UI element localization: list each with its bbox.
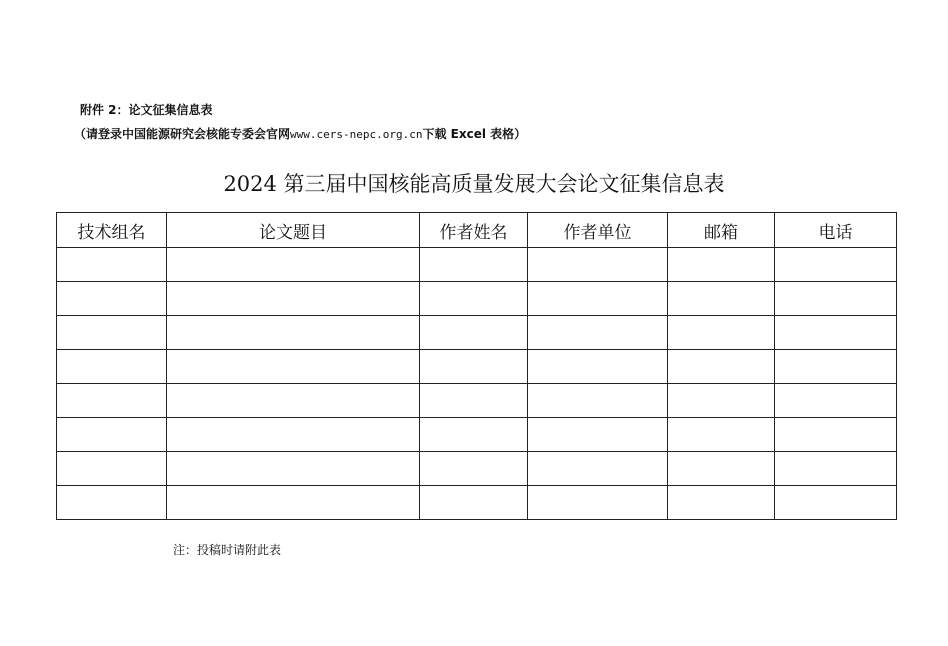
table-row <box>57 282 897 316</box>
cell-tech-group[interactable] <box>57 350 167 384</box>
cell-phone[interactable] <box>775 384 897 418</box>
header-paper-title: 论文题目 <box>167 213 420 248</box>
header-tech-group: 技术组名 <box>57 213 167 248</box>
cell-email[interactable] <box>668 248 775 282</box>
cell-paper-title[interactable] <box>167 418 420 452</box>
cell-tech-group[interactable] <box>57 486 167 520</box>
cell-paper-title[interactable] <box>167 452 420 486</box>
cell-phone[interactable] <box>775 418 897 452</box>
table-row <box>57 350 897 384</box>
table-header-row <box>57 213 897 248</box>
cell-author-name[interactable] <box>420 248 528 282</box>
cell-email[interactable] <box>668 452 775 486</box>
cell-tech-group[interactable] <box>57 282 167 316</box>
cell-phone[interactable] <box>775 316 897 350</box>
cell-phone[interactable] <box>775 350 897 384</box>
header-phone: 电话 <box>775 213 897 248</box>
cell-phone[interactable] <box>775 452 897 486</box>
cell-author-name[interactable] <box>420 316 528 350</box>
cell-author-affiliation[interactable] <box>528 452 668 486</box>
cell-paper-title[interactable] <box>167 248 420 282</box>
cell-tech-group[interactable] <box>57 316 167 350</box>
attachment-label: 附件 2：论文征集信息表 <box>80 103 213 117</box>
cell-author-name[interactable] <box>420 282 528 316</box>
paper-info-table <box>56 212 897 520</box>
download-instruction-prefix: （请登录中国能源研究会核能专委会官网 <box>74 127 291 141</box>
cell-paper-title[interactable] <box>167 282 420 316</box>
cell-tech-group[interactable] <box>57 452 167 486</box>
cell-author-affiliation[interactable] <box>528 248 668 282</box>
cell-email[interactable] <box>668 350 775 384</box>
table-row <box>57 486 897 520</box>
cell-tech-group[interactable] <box>57 384 167 418</box>
website-url: www.cers-nepc.org.cn <box>290 128 423 141</box>
table-row <box>57 248 897 282</box>
table-row <box>57 418 897 452</box>
cell-author-name[interactable] <box>420 418 528 452</box>
cell-author-affiliation[interactable] <box>528 486 668 520</box>
cell-author-affiliation[interactable] <box>528 384 668 418</box>
cell-author-name[interactable] <box>420 486 528 520</box>
cell-paper-title[interactable] <box>167 384 420 418</box>
cell-email[interactable] <box>668 316 775 350</box>
cell-email[interactable] <box>668 282 775 316</box>
cell-author-name[interactable] <box>420 350 528 384</box>
cell-paper-title[interactable] <box>167 486 420 520</box>
footnote: 注：投稿时请附此表 <box>173 543 282 557</box>
header-email: 邮箱 <box>668 213 775 248</box>
cell-email[interactable] <box>668 486 775 520</box>
table-row <box>57 316 897 350</box>
table-body <box>57 248 897 520</box>
cell-phone[interactable] <box>775 282 897 316</box>
cell-phone[interactable] <box>775 486 897 520</box>
cell-email[interactable] <box>668 418 775 452</box>
cell-author-affiliation[interactable] <box>528 350 668 384</box>
cell-phone[interactable] <box>775 248 897 282</box>
header-author-affiliation: 作者单位 <box>528 213 668 248</box>
cell-author-affiliation[interactable] <box>528 418 668 452</box>
cell-email[interactable] <box>668 384 775 418</box>
download-instruction <box>74 125 526 142</box>
cell-paper-title[interactable] <box>167 350 420 384</box>
cell-tech-group[interactable] <box>57 248 167 282</box>
cell-paper-title[interactable] <box>167 316 420 350</box>
cell-author-affiliation[interactable] <box>528 282 668 316</box>
page-title: 2024 第三届中国核能高质量发展大会论文征集信息表 <box>223 172 725 196</box>
cell-author-name[interactable] <box>420 384 528 418</box>
cell-author-name[interactable] <box>420 452 528 486</box>
table-row <box>57 452 897 486</box>
cell-author-affiliation[interactable] <box>528 316 668 350</box>
download-instruction-suffix: 下载 Excel 表格） <box>422 127 527 141</box>
cell-tech-group[interactable] <box>57 418 167 452</box>
table-row <box>57 384 897 418</box>
header-author-name: 作者姓名 <box>420 213 528 248</box>
